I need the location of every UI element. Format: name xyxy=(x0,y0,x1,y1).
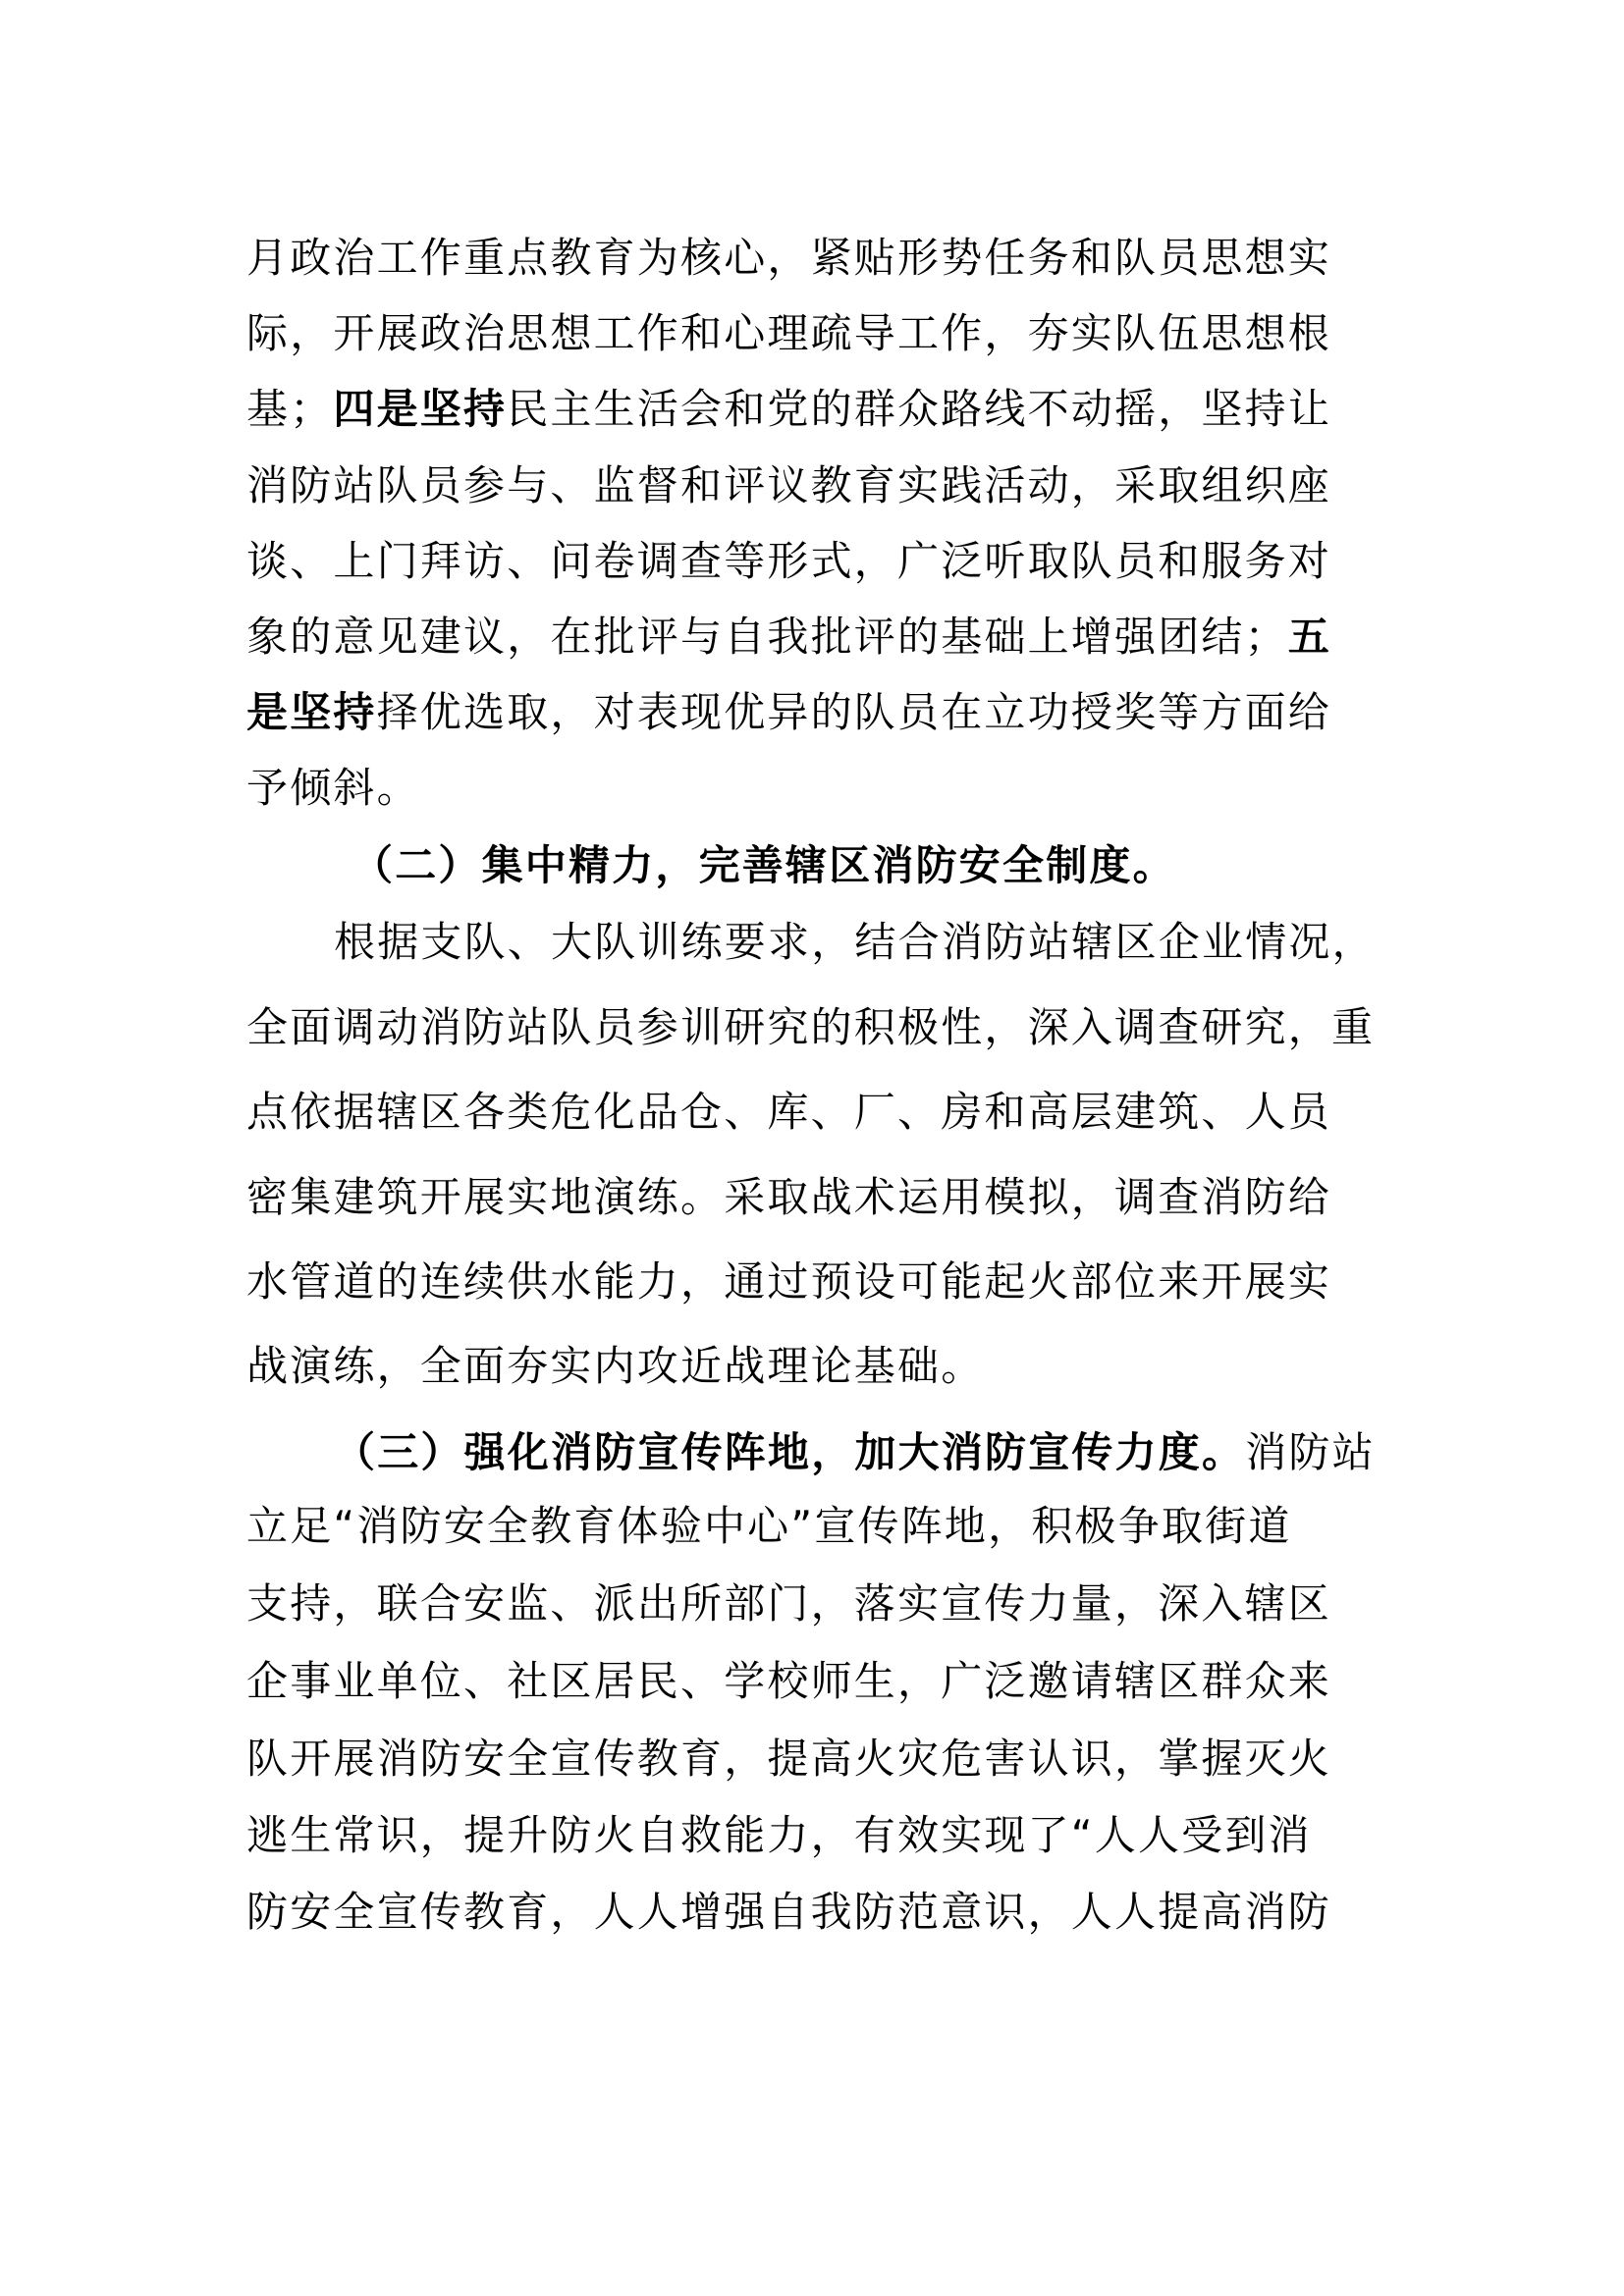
text-line xyxy=(246,1885,1331,1940)
text-segment: 点依据辖区各类危化品仓、库、厂、房和高层建筑、人员 xyxy=(246,1088,1332,1136)
text-line xyxy=(246,1085,1331,1140)
text-line xyxy=(246,458,1331,513)
text-line xyxy=(246,1339,984,1394)
text-line xyxy=(246,1499,1292,1554)
text-segment: 基； xyxy=(246,385,334,433)
text-segment: 逃生常识，提升防火自救能力，有效实现了“人人受到消 xyxy=(246,1811,1312,1859)
text-line xyxy=(246,231,1331,286)
text-segment: 际，开展政治思想工作和心理疏导工作，夯实队伍思想根 xyxy=(246,309,1332,357)
text-segment: 密集建筑开展实地演练。采取战术运用模拟，调查消防给 xyxy=(246,1173,1332,1221)
text-segment: 水管道的连续供水能力，通过预设可能起火部位来开展实 xyxy=(246,1257,1332,1306)
text-line xyxy=(246,1000,1375,1055)
text-line xyxy=(334,915,1376,970)
text-segment: 队开展消防安全宣传教育，提高火灾危害认识，掌握灭火 xyxy=(246,1735,1332,1783)
bold-text-segment: 五 xyxy=(1287,613,1332,661)
text-segment: 象的意见建议，在批评与自我批评的基础上增强团结； xyxy=(246,613,1288,661)
bold-text-segment: 是坚持 xyxy=(246,688,377,736)
heading-line xyxy=(352,838,1176,893)
bold-text-segment: 四是坚持 xyxy=(333,385,508,433)
text-line xyxy=(334,1425,1376,1480)
text-segment: 企事业单位、社区居民、学校师生，广泛邀请辖区群众来 xyxy=(246,1657,1332,1705)
text-line xyxy=(246,685,1331,740)
text-segment: 谈、上门拜访、问卷调查等形式，广泛听取队员和服务对 xyxy=(246,537,1332,585)
heading-text: （二）集中精力，完善辖区消防安全制度。 xyxy=(352,841,1176,889)
text-line xyxy=(246,534,1331,589)
text-segment: 根据支队、大队训练要求，结合消防站辖区企业情况， xyxy=(334,918,1376,966)
text-line xyxy=(246,1732,1331,1787)
text-segment: 予倾斜。 xyxy=(246,764,420,812)
text-segment: 立足“消防安全教育体验中心”宣传阵地，积极争取街道 xyxy=(246,1502,1292,1550)
text-line xyxy=(246,1808,1312,1863)
text-line xyxy=(246,1255,1331,1309)
text-line xyxy=(246,1576,1331,1631)
text-segment: 消防站队员参与、监督和评议教育实践活动，采取组织座 xyxy=(246,461,1332,509)
inline-heading-text: （三）强化消防宣传阵地，加大消防宣传力度。 xyxy=(334,1428,1246,1476)
text-segment: 民主生活会和党的群众路线不动摇，坚持让 xyxy=(507,385,1332,433)
text-segment: 月政治工作重点教育为核心，紧贴形势任务和队员思想实 xyxy=(246,234,1332,282)
text-line xyxy=(246,761,420,816)
text-line xyxy=(246,610,1331,665)
text-segment: 消防站 xyxy=(1245,1428,1376,1476)
text-line xyxy=(246,306,1331,361)
text-line xyxy=(246,1170,1331,1225)
text-segment: 防安全宣传教育，人人增强自我防范意识，人人提高消防 xyxy=(246,1888,1332,1936)
text-segment: 全面调动消防站队员参训研究的积极性，深入调查研究，重 xyxy=(246,1003,1376,1051)
text-line xyxy=(246,382,1331,437)
text-segment: 支持，联合安监、派出所部门，落实宣传力量，深入辖区 xyxy=(246,1579,1332,1628)
text-segment: 择优选取，对表现优异的队员在立功授奖等方面给 xyxy=(376,688,1332,736)
text-line xyxy=(246,1654,1331,1709)
text-segment: 战演练，全面夯实内攻近战理论基础。 xyxy=(246,1342,985,1390)
